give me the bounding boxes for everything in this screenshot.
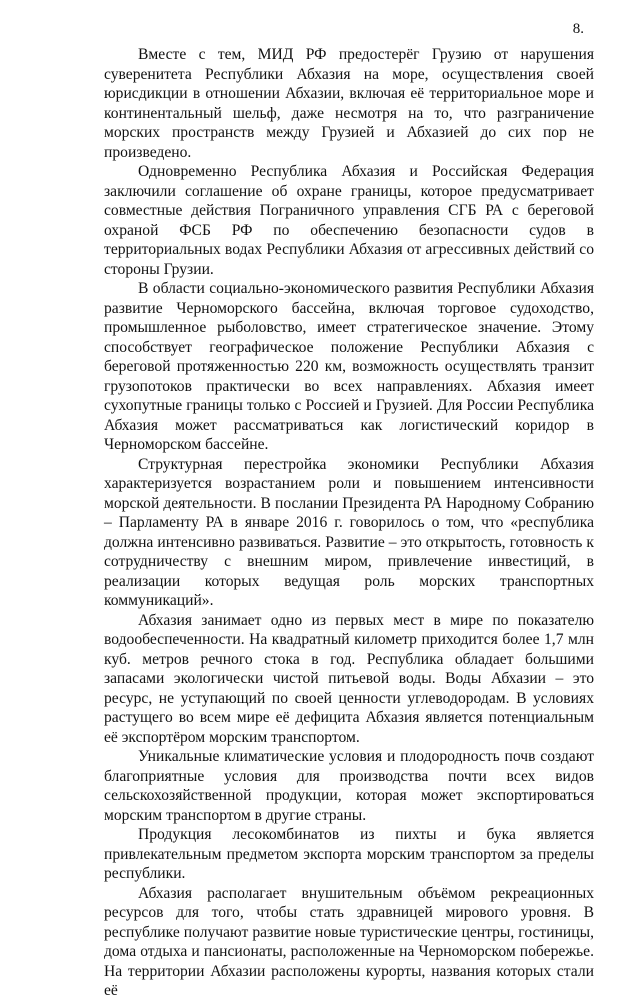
page-number: 8. bbox=[572, 21, 584, 37]
body-text bbox=[104, 45, 594, 1001]
paragraph-border-agreement: Одновременно Республика Абхазия и Российская Федерация заключили соглашение об охране границы, которое предусматривает совместные действия Пограничного управления СГБ РА с береговой охраной ФСБ РФ по обеспечению безопасности судов в территориальных водах Республики Абхазия от агрессивных действий со стороны Грузии. bbox=[104, 163, 594, 278]
paragraph-economic-restructuring: Структурная перестройка экономики Республики Абхазия характеризуется возрастанием роли и повышением интенсивности морской деятельности. В послании Президента РА Народному Собранию – Парламенту РА в январе 2016 г. говорилось о том, что «республика должна интенсивно развиваться. Развитие – это открытость, готовность к сотрудничеству с внешним миром, привлечение инвестиций, в реализации которых ведущая роль морских транспортных коммуникаций». bbox=[104, 455, 594, 609]
paragraph-recreation: Абхазия располагает внушительным объёмом рекреационных ресурсов для того, чтобы стать здравницей мирового уровня. В республике получают развитие новые туристические центры, гостиницы, дома отдыха и пансионаты, расположенные на Черноморском побережье. На территории Абхазии расположены курорты, названия которых стали её bbox=[104, 884, 594, 999]
paragraph-water-resources: Абхазия занимает одно из первых мест в мире по показателю водообеспеченности. На квадратный километр приходится более 1,7 млн куб. метров речного стока в год. Республика обладает большими запасами экологически чистой питьевой воды. Воды Абхазии – это ресурс, не уступающий по своей ценности углеводородам. В условиях растущего во всем мире её дефицита Абхазия является потенциальным её экспортёром морским транспортом. bbox=[104, 611, 594, 746]
paragraph-mfa-warning: Вместе с тем, МИД РФ предостерёг Грузию от нарушения суверенитета Республики Абхазия на море, осуществления своей юрисдикции в отношении Абхазии, включая её территориальное море и континентальный шельф, даже несмотря на то, что разграничение морских пространств между Грузией и Абхазией до сих пор не произведено. bbox=[104, 46, 594, 161]
paragraph-black-sea-development: В области социально-экономического развития Республики Абхазия развитие Черноморского бассейна, включая торговое судоходство, промышленное рыболовство, имеет стратегическое значение. Этому способствует географическое положение Республики Абхазия с береговой протяженностью 220 км, возможность осуществлять транзит грузопотоков практически во всех направлениях. Абхазия имеет сухопутные границы только с Россией и Грузией. Для России Республика Абхазия может рассматриваться как логистический коридор в Черноморском бассейне. bbox=[104, 280, 594, 453]
paragraph-agriculture: Уникальные климатические условия и плодородность почв создают благоприятные условия для производства почти всех видов сельскохозяйственной продукции, которая может экспортироваться морским транспортом в другие страны. bbox=[104, 748, 594, 824]
paragraph-timber-export: Продукция лесокомбинатов из пихты и бука является привлекательным предметом экспорта морским транспортом за пределы республики. bbox=[104, 826, 594, 882]
